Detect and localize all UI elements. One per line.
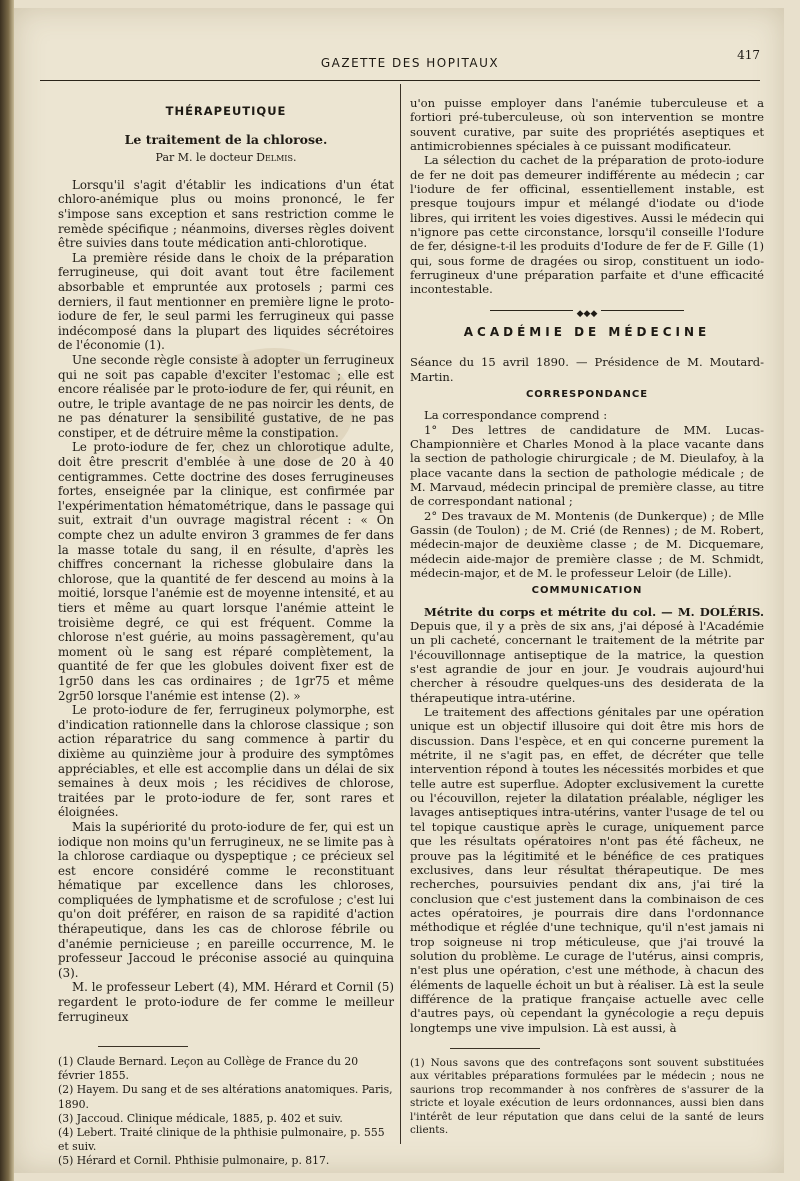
section-title: THÉRAPEUTIQUE xyxy=(165,104,287,118)
header-rule xyxy=(40,80,760,81)
seance-line: Séance du 15 avril 1890. — Présidence de M. Moutard-Martin. xyxy=(410,355,764,384)
footnote: (3) Jaccoud. Clinique médicale, 1885, p. 402 et suiv. xyxy=(58,1111,343,1125)
footnote: (4) Lebert. Traité clinique de la phthisie pulmonaire, p. 555 et suiv. xyxy=(58,1126,385,1154)
paragraph: u'on puisse employer dans l'anémie tuberculeuse et a fortiori pré-tuberculeuse, où son intervention se montre souvent curative, par suite des propriétés aseptiques et antimicrobiennes spéciales à ce puissant modificateur. xyxy=(410,96,764,154)
paragraph: 1° Des lettres de candidature de MM. Lucas-Championnière et Charles Monod à la place vacante dans la section de pathologie chirurgicale ; de M. Dieulafoy, à la place vacante dans la section de pathologie médicale ; de M. Marvaud, médecin principal de première classe, au titre de correspondant national ; xyxy=(410,422,764,509)
footnote: (5) Hérard et Cornil. Phthisie pulmonaire, p. 817. xyxy=(58,1154,330,1168)
footnote: (2) Hayem. Du sang et de ses altérations anatomiques. Paris, 1890. xyxy=(58,1083,393,1111)
book-binding-edge xyxy=(0,0,14,1181)
footnotes-left xyxy=(58,1046,394,1169)
paragraph: Le proto-iodure de fer, chez un chlorotique adulte, doit être prescrit d'emblée à une dose de 20 à 40 centigrammes. Cette doctrine des doses ferrugineuses fortes, enseignée par la clinique, est confirmée par l'expérimentation hématométrique, dans le passage qui suit, extrait d'un ouvrage magistral récent : « On compte chez un adulte environ 3 grammes de fer dans la masse totale du sang, il en résulte, d'après les chiffres concernant la richesse globulaire dans la chlorose, que la quantité de fer descend au moins à la moitié, lorsque l'anémie est de moyenne intensité, et au tiers et même au quart lorsque l'anémie atteint le troisième degré, ce qui est fréquent. Comme la chlorose n'est guérie, au moins passagèrement, qu'au moment où le sang est réparé complètement, la quantité de fer que les globules doivent fixer est de 1gr50 dans les cas ordinaires ; de 1gr75 et même 2gr50 lorsque l'anémie est intense (2). » xyxy=(58,440,394,703)
communication-text: Depuis que, il y a près de six ans, j'ai déposé à l'Académie un pli cacheté, concernant le traitement de la métrite par l'écouvillonnage antiseptique de la matrice, la question s'est agrandie de jour en jour. Je voudrais aujourd'hui chercher à résoudre quelques-uns des desiderata de la thérapeutique intra-utérine. xyxy=(410,619,764,705)
paragraph: La sélection du cachet de la préparation de proto-iodure de fer ne doit pas demeurer indifférente au médecin ; car l'iodure de fer officinal, essentiellement instable, est presque toujours impur et mélangé d'iodate ou d'iode libres, qui irritent les voies digestives. Aussi le médecin qui n'ignore pas cette circonstance, lorsqu'il conseille l'Iodure de fer, désigne-t-il les produits d'Iodure de fer de F. Gille (1) qui, sous forme de dragées ou sirop, constituent un iodo-ferrugineux d'une préparation parfaite et d'une efficacité incontestable. xyxy=(410,153,764,297)
page-number: 417 xyxy=(737,48,760,62)
paragraph: M. le professeur Lebert (4), MM. Hérard et Cornil (5) regardent le proto-iodure de fer comme le meilleur ferrugineux xyxy=(58,980,394,1024)
correspondance-title: CORRESPONDANCE xyxy=(525,388,649,400)
paragraph: Une seconde règle consiste à adopter un ferrugineux qui ne soit pas capable d'exciter l'estomac ; elle est encore réalisée par le proto-iodure de fer, qui réunit, en outre, le triple avantage de ne pas noircir les dents, de ne pas dénaturer la sensibilité gustative, de ne pas constiper, et de détruire même la constipation. xyxy=(58,352,394,440)
byline: Par M. le docteur Delmis. xyxy=(155,151,297,165)
paragraph xyxy=(410,605,764,705)
newspaper-title: GAZETTE DES HOPITAUX xyxy=(320,56,500,70)
byline-prefix: Par M. le docteur xyxy=(155,151,253,165)
footnote: (1) Nous savons que des contrefaçons sont souvent substituées aux véritables préparations formulées par le médecin ; nous ne saurions trop recommander à nos confrères de s'assurer de la stricte et loyale exécution de leurs ordonnances, aussi bien dans l'intérêt de leur réputation que dans celui de la santé de leurs clients. xyxy=(410,1057,764,1137)
paragraph: La première réside dans le choix de la préparation ferrugineuse, qui doit avant tout être facilement absorbable et empruntée aux protosels ; parmi ces derniers, il faut mentionner en première ligne le proto-iodure de fer, le seul parmi les ferrugineux qui passe indécomposé dans la plupart des liquides sécrétoires de l'économie (1). xyxy=(58,250,394,353)
academy-title: ACADÉMIE DE MÉDECINE xyxy=(463,324,711,339)
right-column xyxy=(410,96,764,1035)
left-column xyxy=(58,96,394,1024)
footnote-rule xyxy=(98,1046,188,1047)
ornament-glyph: ◆◆◆ xyxy=(573,309,602,319)
footnote: (1) Claude Bernard. Leçon au Collège de France du 20 février 1855. xyxy=(58,1055,359,1083)
paragraph: 2° Des travaux de M. Montenis (de Dunkerque) ; de Mlle Gassin (de Toulon) ; de M. Crié (de Rennes) ; de M. Robert, médecin-major de deuxième classe ; de M. Dicquemare, médecin aide-major de première classe ; de M. Schmidt, médecin-major, et de M. le professeur Leloir (de Lille). xyxy=(410,508,764,580)
paragraph: Le proto-iodure de fer, ferrugineux polymorphe, est d'indication rationnelle dans la chlorose classique ; son action réparatrice du sang commence à partir du dixième au quinzième jour à produire des symptômes appréciables, et elle est accomplie dans un délai de six semaines à deux mois ; les récidives de chlorose, traitées par le proto-iodure de fer, sont rares et éloignées. xyxy=(58,703,394,820)
byline-author: Delmis xyxy=(256,151,293,165)
section-ornament xyxy=(410,305,764,319)
communication-lead: Métrite du corps et métrite du col. — M. DOLÉRIS. xyxy=(424,604,764,619)
paragraph: La correspondance comprend : xyxy=(424,408,608,423)
footnote-rule xyxy=(450,1048,540,1049)
paragraph: Mais la supériorité du proto-iodure de fer, qui est un iodique non moins qu'un ferrugineux, ne se limite pas à la chlorose cardiaque ou dyspeptique ; ce précieux sel est encore considéré comme le reconstituant hématique par excellence dans les chloroses, compliquées de lymphatisme et de scrofulose ; c'est lui qu'on doit préférer, en raison de sa rapidité d'action thérapeutique, dans les cas de chlorose fébrile ou d'anémie pernicieuse ; en pareille occurrence, M. le professeur Jaccoud le préconise associé au quinquina (3). xyxy=(58,819,394,980)
paragraph: Le traitement des affections génitales par une opération unique est un objectif illusoire qui doit être mis hors de discussion. Dans l'espèce, et en qui concerne purement la métrite, il ne s'agit pas, en effet, de décréter que telle intervention répond à toutes les nécessités morbides et que telle autre est superflue. Adopter exclusivement la curette ou l'écouvillon, rejeter la dilatation préalable, négliger les lavages antiseptiques intra-utérins, vanter l'usage de tel ou tel topique caustique après le curage, uniquement parce que les résultats opératoires n'ont pas été fâcheux, ne prouve pas la légitimité et le bénéfice de ces pratiques exclusives, dans leur résultat thérapeutique. De mes recherches, poursuivies pendant dix ans, j'ai tiré la conclusion que c'est justement dans la combinaison de ces actes opératoires, je pourrais dire dans l'ordonnance méthodique et réglée d'une technique, qu'il n'est jamais ni trop soigneuse ni trop méticuleuse, que j'ai trouvé la solution du problème. Le curage de l'utérus, ainsi compris, n'est plus une opération, c'est une méthode, à chacun des éléments de laquelle échoit un but à réaliser. Là est la seule différence de la pratique française actuelle avec celle d'autres pays, où cependant la gynécologie a reçu depuis longtemps une vive impulsion. Là est aussi, à xyxy=(410,705,764,1035)
running-head xyxy=(60,48,760,76)
communication-title: COMMUNICATION xyxy=(531,585,643,597)
footnotes-right xyxy=(410,1048,764,1137)
paragraph: Lorsqu'il s'agit d'établir les indications d'un état chloro-anémique plus ou moins prononcé, le fer s'impose sans exception et sans restriction comme le remède spécifique ; néanmoins, diverses règles doivent être suivies dans toute médication anti-chlorotique. xyxy=(58,177,394,251)
column-divider xyxy=(400,84,401,1144)
article-title: Le traitement de la chlorose. xyxy=(124,131,328,147)
